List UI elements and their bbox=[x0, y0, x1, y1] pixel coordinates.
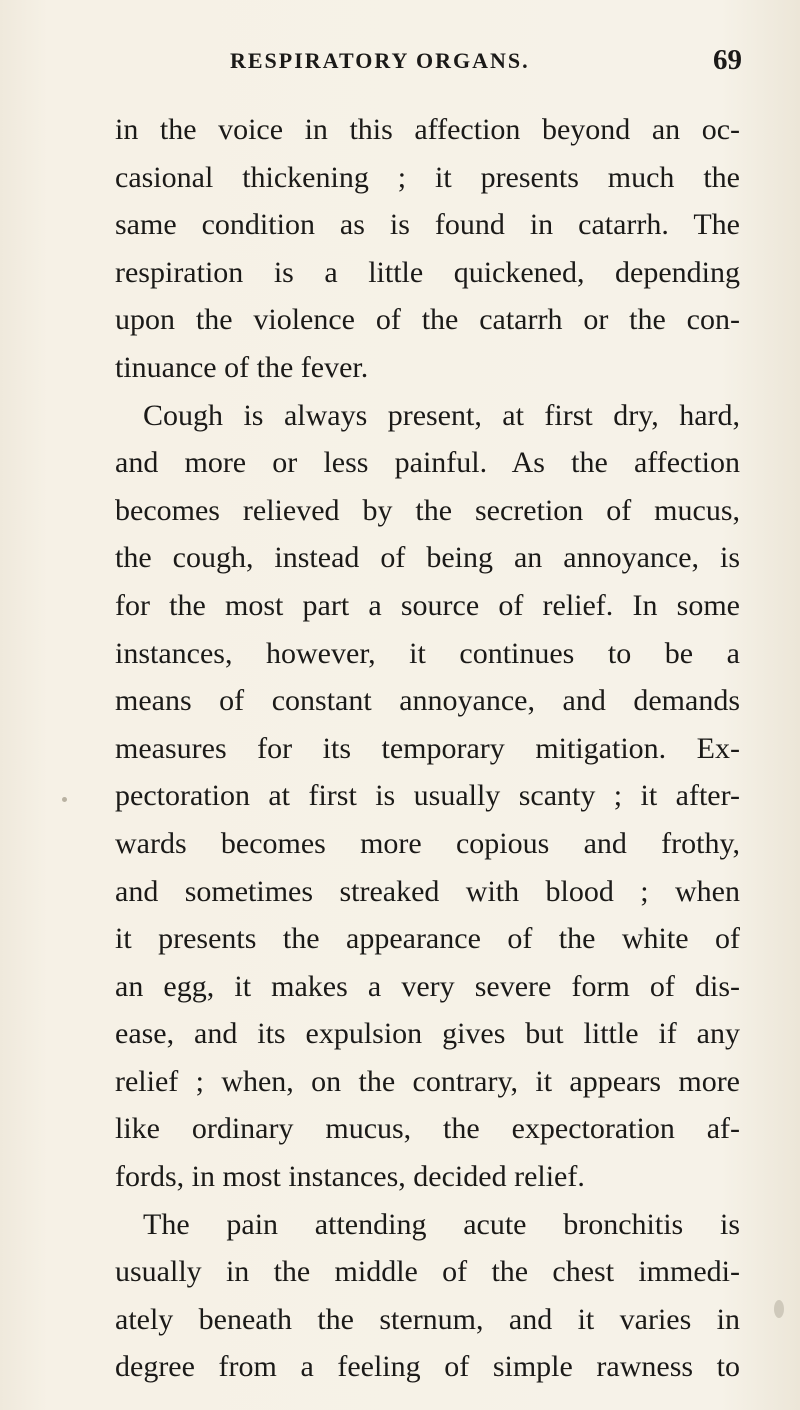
text-line: an egg, it makes a very severe form of dis- bbox=[115, 969, 740, 1003]
body-text bbox=[115, 106, 740, 1391]
text-line: ease, and its expulsion gives but little if any bbox=[115, 1017, 740, 1051]
running-title: RESPIRATORY ORGANS. bbox=[230, 48, 530, 73]
text-line: wards becomes more copious and frothy, bbox=[115, 826, 740, 860]
paragraph-first-line: Cough is always present, at first dry, hard, bbox=[143, 398, 740, 432]
text-line: means of constant annoyance, and demands bbox=[115, 684, 740, 718]
text-line: becomes relieved by the secretion of mucus, bbox=[115, 493, 740, 527]
text-line: usually in the middle of the chest immedi- bbox=[115, 1255, 740, 1289]
running-header bbox=[230, 44, 742, 84]
text-line: upon the violence of the catarrh or the con- bbox=[115, 303, 740, 337]
text-line: in the voice in this affection beyond an oc- bbox=[115, 113, 740, 146]
text-line: the cough, instead of being an annoyance, is bbox=[115, 541, 740, 575]
paragraph-first-line: The pain attending acute bronchitis is bbox=[143, 1207, 740, 1241]
text-line: relief ; when, on the contrary, it appears more bbox=[115, 1064, 740, 1098]
text-line: like ordinary mucus, the expectoration af- bbox=[115, 1112, 740, 1146]
text-line: casional thickening ; it presents much the bbox=[115, 160, 740, 194]
paper-speck bbox=[774, 1300, 784, 1318]
text-line: respiration is a little quickened, depending bbox=[115, 255, 740, 289]
page-number: 69 bbox=[713, 44, 742, 76]
paper-speck bbox=[62, 797, 67, 802]
text-line: fords, in most instances, decided relief. bbox=[115, 1160, 585, 1194]
text-line: and more or less painful. As the affection bbox=[115, 446, 740, 480]
text-line: pectoration at first is usually scanty ; it after- bbox=[115, 779, 740, 813]
text-line: tinuance of the fever. bbox=[115, 350, 369, 384]
text-line: ately beneath the sternum, and it varies in bbox=[115, 1302, 740, 1336]
text-line: measures for its temporary mitigation. Ex- bbox=[115, 731, 740, 765]
text-line: for the most part a source of relief. In some bbox=[115, 588, 740, 622]
text-line: it presents the appearance of the white of bbox=[115, 922, 740, 956]
text-line: degree from a feeling of simple rawness to bbox=[115, 1350, 740, 1384]
text-line: same condition as is found in catarrh. The bbox=[115, 208, 740, 242]
text-line: instances, however, it continues to be a bbox=[115, 636, 740, 670]
text-line: and sometimes streaked with blood ; when bbox=[115, 874, 740, 908]
